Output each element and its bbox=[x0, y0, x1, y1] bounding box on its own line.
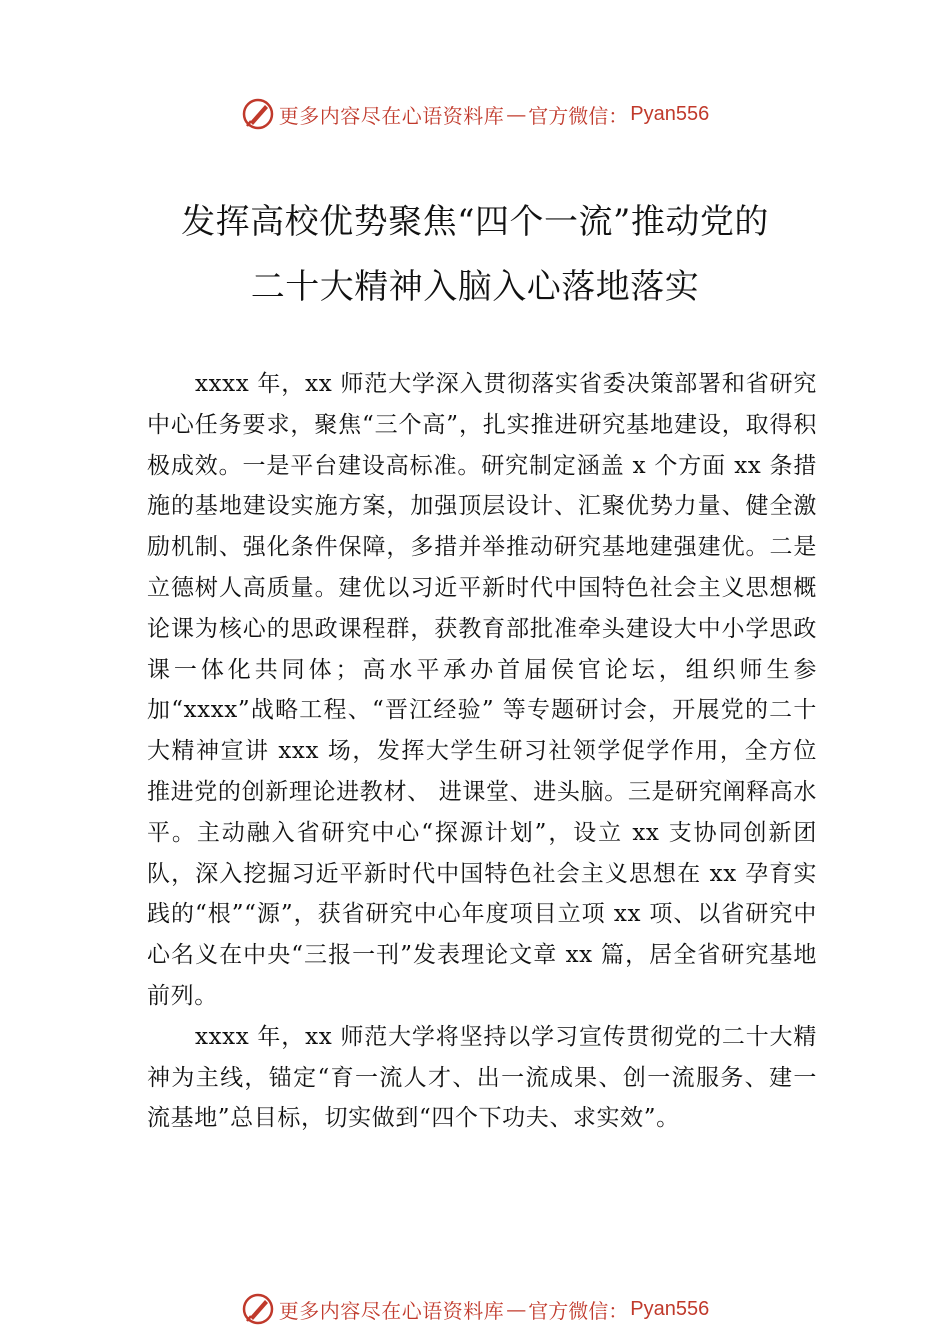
watermark-id: Pyan556 bbox=[630, 102, 710, 125]
watermark-dash: — bbox=[506, 1297, 527, 1321]
pen-seal-icon bbox=[241, 97, 275, 131]
watermark-subtitle: 官方微信： bbox=[528, 103, 629, 128]
watermark-dash: — bbox=[506, 102, 527, 126]
title-line-2: 二十大精神入脑入心落地落实 bbox=[250, 267, 700, 307]
header-watermark bbox=[0, 94, 950, 134]
watermark-subtitle: 官方微信： bbox=[528, 1298, 629, 1323]
document-title bbox=[100, 190, 850, 320]
paragraph: xxxx 年，xx 师范大学将坚持以学习宣传贯彻党的二十大精神为主线，锚定“育一流人才、出一流成果、创一流服务、建一流基地”总目标，切实做到“四个下功夫、求实效”。 bbox=[147, 1023, 817, 1132]
footer-watermark bbox=[0, 1289, 950, 1329]
paragraph: xxxx 年，xx 师范大学深入贯彻落实省委决策部署和省研究中心任务要求，聚焦“三个高”，扎实推进研究基地建设，取得积极成效。一是平台建设高标准。研究制定涵盖 x 个方面 xx 条措施的基地建设实施方案，加强顶层设计、汇聚优势力量、健全激励机制、强化条件保障，多措并举推动研究基地建强建优。二是立德树人高质量。建优以习近平新时代中国特色社会主义思想概论课为核心的思政课程群，获教育部批准牵头建设大中小学思政课一体化共同体；高水平承办首届侯官论坛，组织师生参加“xxxx”战略工程、“晋江经验” 等专题研讨会，开展党的二十大精神宣讲 xxx 场，发挥大学生研习社领学促学作用，全方位推进党的创新理论进教材、 进课堂、进头脑。三是研究阐释高水平。主动融入省研究中心“探源计划”，设立 xx 支协同创新团队，深入挖掘习近平新时代中国特色社会主义思想在 xx 孕育实践的“根”“源”，获省研究中心年度项目立项 xx 项、以省研究中心名义在中央“三报一刊”发表理论文章 xx 篇，居全省研究基地前列。 bbox=[147, 371, 817, 1009]
pen-seal-icon bbox=[241, 1292, 275, 1326]
document-body bbox=[147, 364, 817, 1139]
watermark-id: Pyan556 bbox=[630, 1297, 710, 1320]
title-line-1: 发挥高校优势聚焦“四个一流”推动党的 bbox=[181, 202, 769, 242]
watermark-text: 更多内容尽在心语资料库 bbox=[278, 1298, 505, 1323]
watermark-text: 更多内容尽在心语资料库 bbox=[278, 103, 505, 128]
